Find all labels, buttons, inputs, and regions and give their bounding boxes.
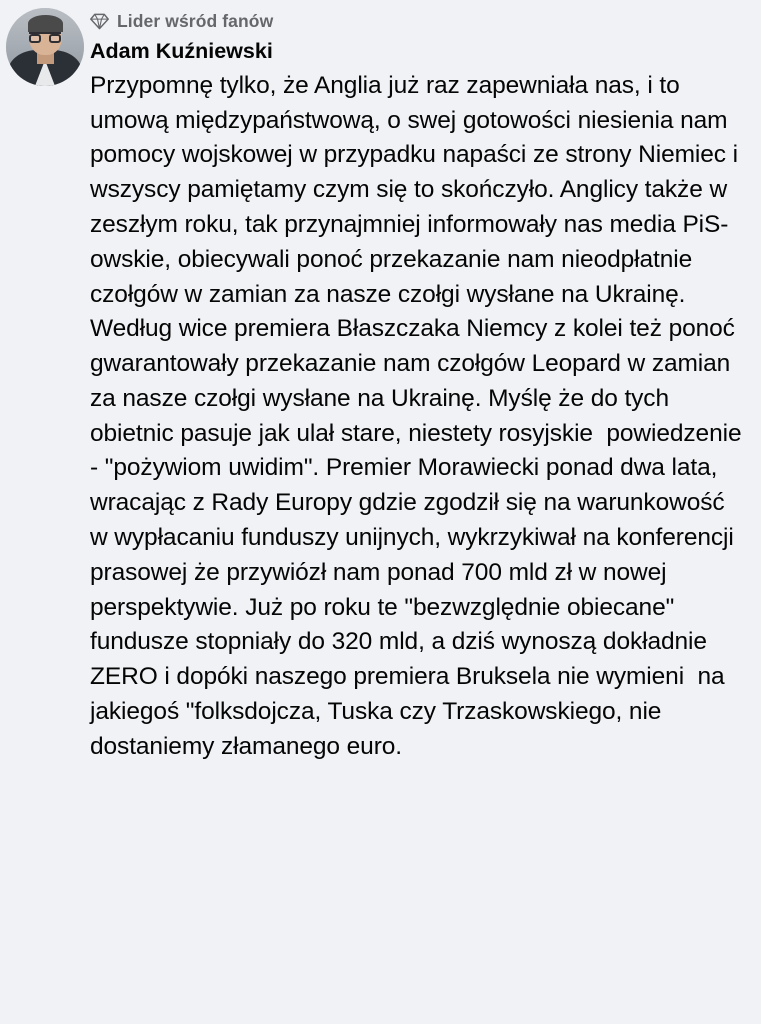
avatar[interactable] (6, 8, 84, 86)
avatar-glasses (29, 32, 61, 41)
diamond-icon (90, 12, 109, 31)
comment-text: Przypomnę tylko, że Anglia już raz zapewniała nas, i to umową międzypaństwową, o swej gotowości niesienia nam pomocy wojskowej w przypadku napaści ze strony Niemiec i wszyscy pamiętamy czym się to skończyło. Anglicy także w zeszłym roku, tak przynajmniej informowały nas media PiS-owskie, obiecywali ponoć przekazanie nam nieodpłatnie czołgów w zamian za nasze czołgi wysłane na Ukrainę. Według wice premiera Błaszczaka Niemcy z kolei też ponoć gwarantowały przekazanie nam czołgów Leopard w zamian za nasze czołgi wysłane na Ukrainę. Myślę że do tych obietnic pasuje jak ulał stare, niestety rosyjskie powiedzenie - "pożywiom uwidim". Premier Morawiecki ponad dwa lata, wracając z Rady Europy gdzie zgodził się na warunkowość w wypłacaniu funduszy unijnych, wykrzykiwał na konferencji prasowej że przywiózł nam ponad 700 mld zł w nowej perspektywie. Już po roku te "bezwzględnie obiecane" fundusze stopniały do 320 mld, a dziś wynoszą dokładnie ZERO i dopóki naszego premiera Bruksela nie wymieni na jakiegoś "folksdojcza, Tuska czy Trzaskowskiego, nie dostaniemy złamanego euro. (90, 71, 749, 760)
comment-author-name[interactable]: Adam Kuźniewski (90, 39, 273, 63)
comment-content (90, 6, 747, 1014)
top-fan-badge-label: Lider wśród fanów (117, 10, 274, 31)
top-fan-badge (90, 10, 747, 32)
avatar-container (6, 6, 90, 1014)
avatar-hair (28, 15, 63, 32)
